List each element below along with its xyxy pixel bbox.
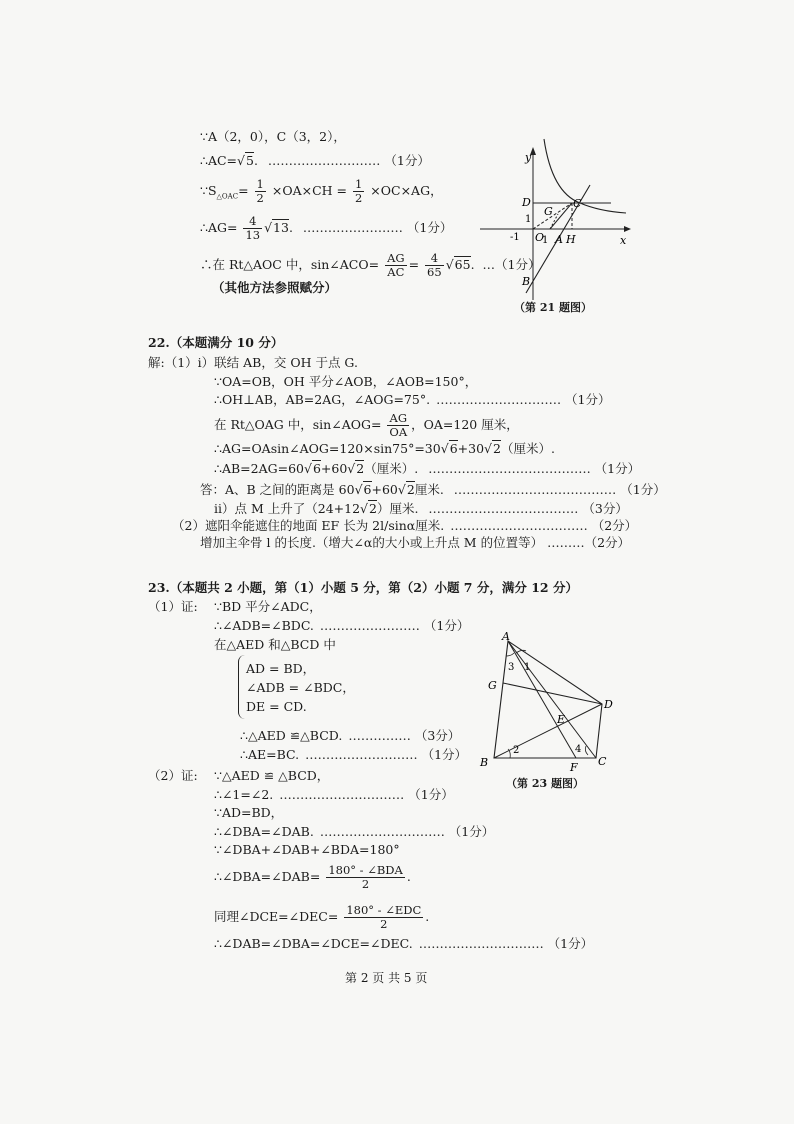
- label-D: D: [604, 698, 613, 711]
- segment-AF: [508, 641, 576, 758]
- label-A: A: [555, 233, 563, 246]
- label-x: x: [620, 234, 627, 247]
- q22-line-5: ∴AG=OAsin∠AOG=120×sin75°=30√6+30√2（厘米）.: [214, 441, 555, 456]
- label-1-y: 1: [525, 214, 532, 225]
- label-y: y: [525, 151, 532, 164]
- label-C: C: [573, 197, 582, 210]
- q23-line-10: ∵∠DBA+∠DAB+∠BDA=180°: [214, 842, 400, 857]
- figure-21-caption: （第 21 题图）: [514, 301, 592, 314]
- label-angle-4: 4: [575, 744, 582, 755]
- figure-23: [478, 628, 618, 773]
- label-1-x: 1: [542, 235, 549, 246]
- q23-system-2: ∠ADB = ∠BDC，: [246, 680, 355, 695]
- q23-line-7: ∴∠1=∠2. ………………………… （1分）: [214, 787, 454, 802]
- q23-line-11: ∴∠DBA=∠DAB= $\frac{\text{180° - ∠BDA}}{2}$ .: [214, 863, 411, 891]
- quadrilateral-ABCD: [494, 641, 602, 758]
- q21-line-1: ∵A（2，0），C（3，2），: [200, 129, 346, 144]
- label-D: D: [522, 196, 531, 209]
- hyperbola-curve: [544, 139, 626, 213]
- q21-line-5: ∴在 Rt△AOC 中，sin∠ACO= $\frac{AG}{AC}$ = $\frac{4}{65}$ √65. …（1分）: [200, 251, 541, 279]
- angle-arc-3: [506, 653, 514, 656]
- label-angle-3: 3: [508, 662, 515, 673]
- label-C: C: [598, 755, 607, 768]
- label-E: E: [557, 713, 566, 726]
- q23-line-1: ∵BD 平分∠ADC，: [214, 599, 322, 614]
- x-axis-arrow: [624, 226, 631, 232]
- figure-23-caption: （第 23 题图）: [506, 777, 584, 790]
- q21-note: （其他方法参照赋分）: [212, 280, 338, 295]
- q23-part2-label: （2）证:: [148, 768, 198, 783]
- label-G: G: [544, 205, 553, 218]
- q23-line-6: ∵△AED ≌ △BCD，: [214, 768, 330, 783]
- q22-line-9: （2）遮阳伞能遮住的地面 EF 长为 2l/sinα厘米. …………………………… （2分）: [172, 518, 638, 533]
- label-neg1: -1: [510, 232, 520, 243]
- label-B: B: [480, 756, 489, 769]
- q23-line-3: 在△AED 和△BCD 中: [214, 637, 336, 652]
- label-A: A: [502, 630, 510, 643]
- q23-part1-label: （1）证:: [148, 599, 198, 614]
- q21-line-3: $\because S_{\triangle OAC}=$ $\frac{1}{2}$ ×OA×CH = $\frac{1}{2}$ ×OC×AG，: [200, 177, 443, 205]
- q23-system-1: AD = BD，: [246, 661, 316, 676]
- label-angle-1: 1: [524, 662, 531, 673]
- label-F: F: [570, 761, 578, 773]
- label-B: B: [522, 275, 531, 288]
- q22-line-4: 在 Rt△OAG 中，sin∠AOG= $\frac{AG}{OA}$ ，OA=120 厘米，: [214, 411, 519, 439]
- q23-line-12: 同理∠DCE=∠DEC= $\frac{\text{180° - ∠EDC}}{2}$ .: [214, 903, 430, 931]
- diagonal-BD: [494, 704, 602, 758]
- q23-line-9: ∴∠DBA=∠DAB. ………………………… （1分）: [214, 824, 495, 839]
- q22-line-3: ∴OH⊥AB，AB=2AG，∠AOG=75°. ………………………… （1分）: [214, 392, 611, 407]
- label-angle-2: 2: [513, 745, 520, 756]
- label-G: G: [488, 679, 497, 692]
- q21-line-2: ∴AC=√5. ……………………… （1分）: [200, 153, 430, 168]
- q22-line-6: ∴AB=2AG=60√6+60√2（厘米）. ………………………………… （1分）: [214, 461, 641, 476]
- q23-line-2: ∴∠ADB=∠BDC. …………………… （1分）: [214, 618, 470, 633]
- q23-line-13: ∴∠DAB=∠DBA=∠DCE=∠DEC. ………………………… （1分）: [214, 936, 594, 951]
- figure-21: [476, 135, 636, 310]
- q22-title: 22.（本题满分 10 分）: [148, 335, 284, 350]
- q23-line-5: ∴AE=BC. ……………………… （1分）: [240, 747, 468, 762]
- q21-line-4: ∴AG= $\frac{4}{13}$ √13. …………………… （1分）: [200, 214, 453, 242]
- q22-line-8: ⅱ）点 M 上升了（24+12√2）厘米. ……………………………… （3分）: [214, 501, 628, 516]
- label-O: O: [535, 231, 545, 244]
- q22-line-10: 增加主伞骨 l 的长度.（增大∠α的大小或上升点 M 的位置等） ………（2分）: [200, 535, 631, 550]
- q22-line-7: 答：A、B 之间的距离是 60√6+60√2厘米. ………………………………… （1分）: [200, 482, 666, 497]
- label-H: H: [566, 233, 576, 246]
- segment-AC: [550, 203, 572, 229]
- q22-line-1: 解:（1）ⅰ）联结 AB，交 OH 于点 G.: [148, 355, 358, 370]
- page-footer: 第 2 页 共 5 页: [345, 971, 428, 985]
- q22-line-2: ∵OA=OB，OH 平分∠AOB，∠AOB=150°，: [214, 374, 478, 389]
- q23-title: 23.（本题共 2 小题，第（1）小题 5 分，第（2）小题 7 分，满分 12 分）: [148, 580, 578, 595]
- q23-system-3: DE = CD.: [246, 699, 307, 714]
- q23-line-4: ∴△AED ≌△BCD. …………… （3分）: [240, 728, 461, 743]
- q23-line-8: ∵AD=BD，: [214, 805, 284, 820]
